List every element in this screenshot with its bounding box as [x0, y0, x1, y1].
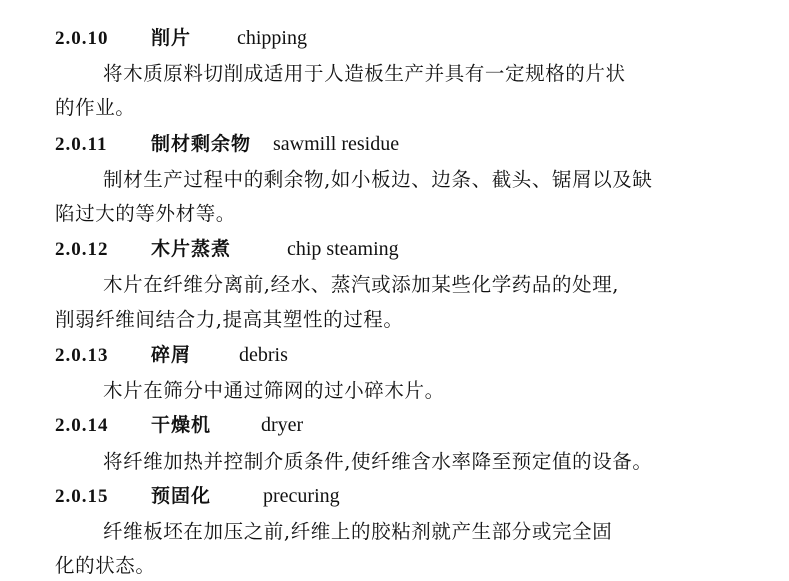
term-number: 2.0.10 [55, 28, 109, 49]
definition-line: 的作业。 [55, 96, 136, 119]
term-english: chip steaming [287, 238, 399, 260]
term-heading [55, 482, 340, 510]
term-english: debris [239, 344, 288, 366]
definition-line: 木片在纤维分离前,经水、蒸汽或添加某些化学药品的处理, [103, 273, 620, 296]
term-chinese: 木片蒸煮 [151, 238, 232, 260]
term-number: 2.0.14 [55, 415, 109, 436]
term-chinese: 削片 [151, 27, 192, 49]
definition-line: 木片在筛分中通过筛网的过小碎木片。 [103, 379, 445, 402]
definition-line: 纤维板坯在加压之前,纤维上的胶粘剂就产生部分或完全固 [103, 520, 613, 543]
term-heading [55, 341, 288, 369]
term-number: 2.0.13 [55, 345, 109, 366]
term-chinese: 制材剩余物 [151, 133, 252, 155]
term-number: 2.0.11 [55, 134, 108, 155]
term-english: dryer [261, 414, 304, 436]
term-english: chipping [237, 27, 307, 49]
definition-line: 化的状态。 [55, 554, 156, 577]
definition-line: 将纤维加热并控制介质条件,使纤维含水率降至预定值的设备。 [103, 450, 653, 473]
term-chinese: 预固化 [151, 485, 212, 507]
term-english: sawmill residue [273, 133, 400, 155]
term-english: precuring [263, 485, 340, 507]
term-number: 2.0.15 [55, 486, 109, 507]
definition-line: 削弱纤维间结合力,提高其塑性的过程。 [55, 308, 404, 331]
definition-line: 陷过大的等外材等。 [55, 202, 236, 225]
definition-line: 将木质原料切削成适用于人造板生产并具有一定规格的片状 [103, 62, 626, 85]
term-number: 2.0.12 [55, 239, 109, 260]
term-heading [55, 24, 307, 52]
term-heading [55, 235, 399, 263]
term-chinese: 碎屑 [151, 344, 192, 366]
term-heading [55, 130, 399, 158]
term-heading [55, 411, 303, 439]
term-chinese: 干燥机 [151, 414, 212, 436]
definition-line: 制材生产过程中的剩余物,如小板边、边条、截头、锯屑以及缺 [103, 168, 653, 191]
